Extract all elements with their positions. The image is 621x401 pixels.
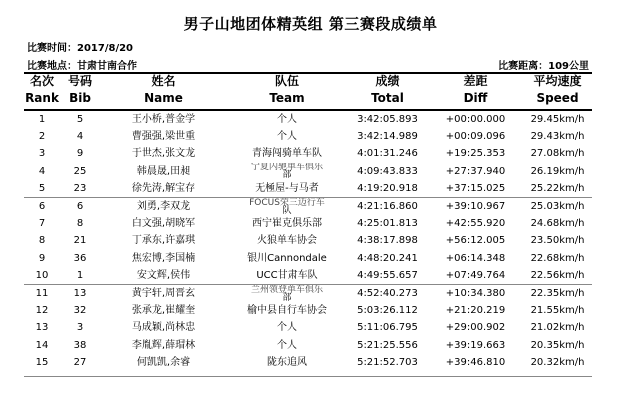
cell-team — [227, 163, 347, 180]
team-name-line2: 队 — [282, 205, 292, 216]
cell-name: 李胤辉,薛瑁林 — [131, 339, 196, 351]
cell-name: 曹强强,梁世重 — [131, 131, 196, 143]
col-bib-en: Bib — [69, 91, 91, 105]
cell-team: 火狼单车协会 — [257, 235, 317, 247]
cell-rank: 9 — [38, 252, 46, 264]
cell-name: 丁承东,许嘉琪 — [131, 235, 196, 247]
cell-bib: 27 — [73, 356, 87, 368]
cell-rank: 8 — [38, 235, 46, 247]
cell-total: 4:19:20.918 — [347, 180, 428, 198]
cell-rank: 1 — [38, 114, 46, 125]
cell-speed: 22.68km/h — [530, 252, 585, 264]
cell-rank: 3 — [38, 148, 46, 160]
cell-diff: +27:37.940 — [445, 165, 506, 177]
col-total-en: Total — [371, 91, 404, 105]
table-row — [24, 267, 592, 285]
col-diff-en: Diff — [463, 91, 488, 105]
cell-team: 银川Cannondale — [247, 252, 327, 264]
cell-bib: 5 — [76, 114, 84, 125]
cell-total: 4:21:16.860 — [357, 201, 418, 213]
cell-name: 安文辉,侯伟 — [100, 267, 227, 285]
cell-speed: 20.32km/h — [530, 356, 585, 368]
col-diff-cn: 差距 — [463, 74, 488, 88]
cell-team: 无極屋-与马者 — [227, 180, 347, 198]
cell-speed: 25.03km/h — [530, 201, 585, 213]
results-header — [24, 73, 592, 107]
team-name-line1: FOCUS荣三迈行车 — [249, 197, 325, 208]
cell-team — [227, 198, 347, 216]
cell-team: UCC甘肃车队 — [227, 267, 347, 285]
cell-speed: 23.50km/h — [530, 235, 585, 247]
cell-rank: 11 — [35, 288, 49, 300]
cell-speed: 29.43km/h — [530, 131, 585, 143]
cell-total: 4:49:55.657 — [347, 267, 428, 285]
cell-name: 王小桥,普金学 — [131, 114, 196, 125]
cell-rank: 6 — [38, 201, 46, 213]
cell-name: 马成颖,尚林忠 — [131, 322, 196, 334]
cell-bib: 9 — [76, 148, 84, 160]
cell-bib: 36 — [73, 252, 87, 264]
cell-total: 4:09:43.833 — [357, 165, 418, 177]
table-bottom-rule — [24, 376, 592, 377]
col-team-cn: 队伍 — [274, 74, 299, 88]
cell-name: 刘勇,李双龙 — [136, 201, 191, 213]
cell-total: 5:21:52.703 — [357, 356, 418, 368]
cell-diff: +21:20.219 — [445, 305, 506, 317]
cell-rank: 10 — [24, 267, 60, 285]
table-row — [24, 232, 592, 249]
cell-diff: +07:49.764 — [428, 267, 523, 285]
cell-total: 3:42:14.989 — [357, 131, 418, 143]
cell-team: 西宁崔克俱乐部 — [252, 218, 322, 230]
cell-rank: 7 — [38, 218, 46, 230]
cell-speed: 26.19km/h — [530, 165, 585, 177]
cell-rank: 4 — [38, 165, 46, 177]
table-row — [24, 354, 592, 371]
cell-diff: +19:25.353 — [445, 148, 506, 160]
race-distance: 比赛距离：109公里 — [498, 61, 589, 72]
table-row — [24, 302, 592, 319]
cell-rank: 12 — [35, 305, 49, 317]
cell-diff: +29:00.902 — [445, 322, 506, 334]
cell-speed: 21.55km/h — [530, 305, 585, 317]
page-title: 男子山地团体精英组 第三赛段成绩单 — [183, 15, 438, 33]
cell-team — [227, 285, 347, 303]
col-name-cn: 姓名 — [151, 74, 176, 88]
cell-bib: 32 — [73, 305, 87, 317]
cell-name: 黄宇轩,周晋玄 — [131, 288, 196, 300]
table-row — [24, 215, 592, 232]
cell-total: 4:25:01.813 — [357, 218, 418, 230]
cell-bib: 8 — [76, 218, 84, 230]
cell-bib: 23 — [60, 180, 100, 198]
cell-team: 个人 — [277, 339, 297, 351]
cell-name: 白文强,胡晓军 — [131, 218, 196, 230]
table-row — [24, 285, 592, 303]
cell-name: 张承龙,崔耀奎 — [131, 305, 196, 317]
col-team-en: Team — [269, 91, 305, 105]
cell-total: 5:11:06.795 — [357, 322, 418, 334]
col-rank-cn: 名次 — [29, 74, 54, 88]
cell-team: 个人 — [277, 322, 297, 334]
table-row — [24, 198, 592, 216]
cell-total: 3:42:05.893 — [357, 114, 418, 125]
cell-diff: +37:15.025 — [428, 180, 523, 198]
cell-total: 4:01:31.246 — [357, 148, 418, 160]
cell-team: 榆中县自行车协会 — [247, 305, 327, 317]
table-row — [24, 128, 592, 145]
race-date: 比赛时间：2017/8/20 — [27, 43, 134, 54]
cell-diff: +06:14.348 — [445, 252, 506, 264]
cell-total: 5:21:25.556 — [357, 339, 418, 351]
cell-total: 4:38:17.898 — [357, 235, 418, 247]
cell-speed: 25.22km/h — [523, 180, 592, 198]
cell-name: 焦宏博,李国楠 — [131, 252, 196, 264]
cell-diff: +10:34.380 — [445, 288, 506, 300]
col-speed-cn: 平均速度 — [533, 74, 582, 88]
race-location: 比赛地点：甘肃甘南合作 — [27, 61, 137, 72]
results-table — [24, 111, 592, 371]
table-row — [24, 145, 592, 162]
cell-rank: 14 — [35, 339, 49, 351]
cell-total: 5:03:26.112 — [357, 305, 418, 317]
cell-speed: 27.08km/h — [530, 148, 585, 160]
cell-name: 何凯凯,余睿 — [136, 356, 191, 368]
cell-speed: 24.68km/h — [530, 218, 585, 230]
table-row — [24, 337, 592, 354]
cell-team: 个人 — [277, 114, 297, 125]
team-name-line2: 部 — [282, 170, 292, 180]
col-rank-en: Rank — [25, 91, 59, 105]
col-bib-cn: 号码 — [67, 74, 92, 88]
table-row — [24, 180, 592, 198]
cell-name: 韩晨晟,田昶 — [136, 165, 191, 177]
table-row — [24, 319, 592, 336]
cell-diff: +39:46.810 — [445, 356, 506, 368]
cell-bib: 1 — [60, 267, 100, 285]
cell-team: 青海闯骑单车队 — [252, 148, 322, 160]
table-row — [24, 111, 592, 128]
cell-diff: +56:12.005 — [445, 235, 506, 247]
team-name-line2: 部 — [282, 292, 292, 303]
col-name-en: Name — [144, 91, 183, 105]
cell-bib: 38 — [73, 339, 87, 351]
cell-rank: 5 — [24, 180, 60, 198]
table-row — [24, 250, 592, 267]
cell-diff: +39:10.967 — [445, 201, 506, 213]
cell-rank: 15 — [35, 356, 49, 368]
cell-bib: 13 — [73, 288, 87, 300]
cell-total: 4:48:20.241 — [357, 252, 418, 264]
cell-name: 于世杰,张文龙 — [131, 148, 196, 160]
cell-total: 4:52:40.273 — [357, 288, 418, 300]
cell-bib: 3 — [76, 322, 84, 334]
cell-bib: 25 — [73, 165, 87, 177]
cell-team: 陇东追风 — [267, 356, 307, 368]
cell-name: 徐先涛,解宝存 — [100, 180, 227, 198]
cell-speed: 21.02km/h — [530, 322, 585, 334]
header-row-cn — [24, 73, 592, 90]
cell-diff: +00:00.000 — [445, 114, 506, 125]
cell-rank: 13 — [35, 322, 49, 334]
cell-bib: 21 — [73, 235, 87, 247]
cell-diff: +39:19.663 — [445, 339, 506, 351]
cell-bib: 6 — [76, 201, 84, 213]
header-row-en — [24, 90, 592, 107]
cell-speed: 20.35km/h — [530, 339, 585, 351]
cell-bib: 4 — [76, 131, 84, 143]
cell-team: 个人 — [277, 131, 297, 143]
cell-rank: 2 — [38, 131, 46, 143]
cell-diff: +42:55.920 — [445, 218, 506, 230]
cell-speed: 29.45km/h — [530, 114, 585, 125]
cell-speed: 22.35km/h — [530, 288, 585, 300]
cell-speed: 22.56km/h — [523, 267, 592, 285]
team-name-line1: 兰州领登单车俱乐 — [250, 284, 323, 295]
col-total-cn: 成绩 — [375, 74, 400, 88]
cell-diff: +00:09.096 — [445, 131, 506, 143]
table-row — [24, 163, 592, 180]
col-speed-en: Speed — [536, 91, 579, 105]
team-name-line1: 宁夏闪驰单车俱乐 — [250, 162, 323, 173]
